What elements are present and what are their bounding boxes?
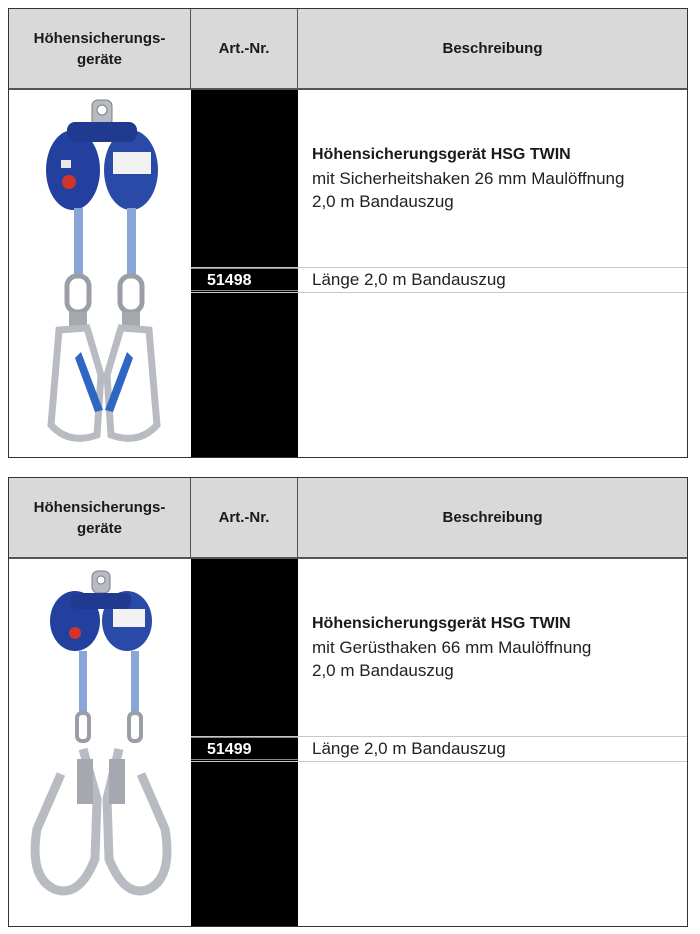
header-art-nr: Art.-Nr. (191, 9, 298, 88)
product-title: Höhensicherungsgerät HSG TWIN (312, 615, 571, 632)
table-header (9, 9, 687, 90)
product-line-2: 2,0 m Bandauszug (312, 192, 454, 211)
header-product-group-line1: Höhensicherungs- (33, 29, 166, 47)
header-art-nr: Art.-Nr. (191, 478, 298, 557)
header-description: Beschreibung (442, 40, 543, 57)
table-header (9, 478, 687, 559)
product-line-1: mit Sicherheitshaken 26 mm Maulöffnung (312, 169, 625, 188)
variant-text: Länge 2,0 m Bandauszug (312, 270, 506, 289)
product-table-1 (8, 8, 688, 458)
product-image-cell (9, 90, 191, 457)
header-product-group-line2: geräte (76, 50, 123, 68)
art-nr-value: 51498 (191, 268, 298, 291)
product-title: Höhensicherungsgerät HSG TWIN (312, 146, 571, 163)
twin-fall-arrester-scaffold-hooks-image (9, 559, 191, 925)
twin-fall-arrester-safety-hooks-image (9, 90, 191, 456)
product-table-2 (8, 477, 688, 927)
header-product-group (9, 9, 191, 88)
variant-text: Länge 2,0 m Bandauszug (312, 739, 506, 758)
art-nr-value: 51499 (191, 737, 298, 760)
variant-row (191, 267, 687, 293)
variant-row (191, 736, 687, 762)
header-description: Beschreibung (442, 509, 543, 526)
header-product-group-line1: Höhensicherungs- (33, 498, 166, 516)
product-line-1: mit Gerüsthaken 66 mm Maulöffnung (312, 638, 592, 657)
product-image-cell (9, 559, 191, 926)
header-product-group-line2: geräte (76, 519, 123, 537)
product-line-2: 2,0 m Bandauszug (312, 661, 454, 680)
header-product-group (9, 478, 191, 557)
